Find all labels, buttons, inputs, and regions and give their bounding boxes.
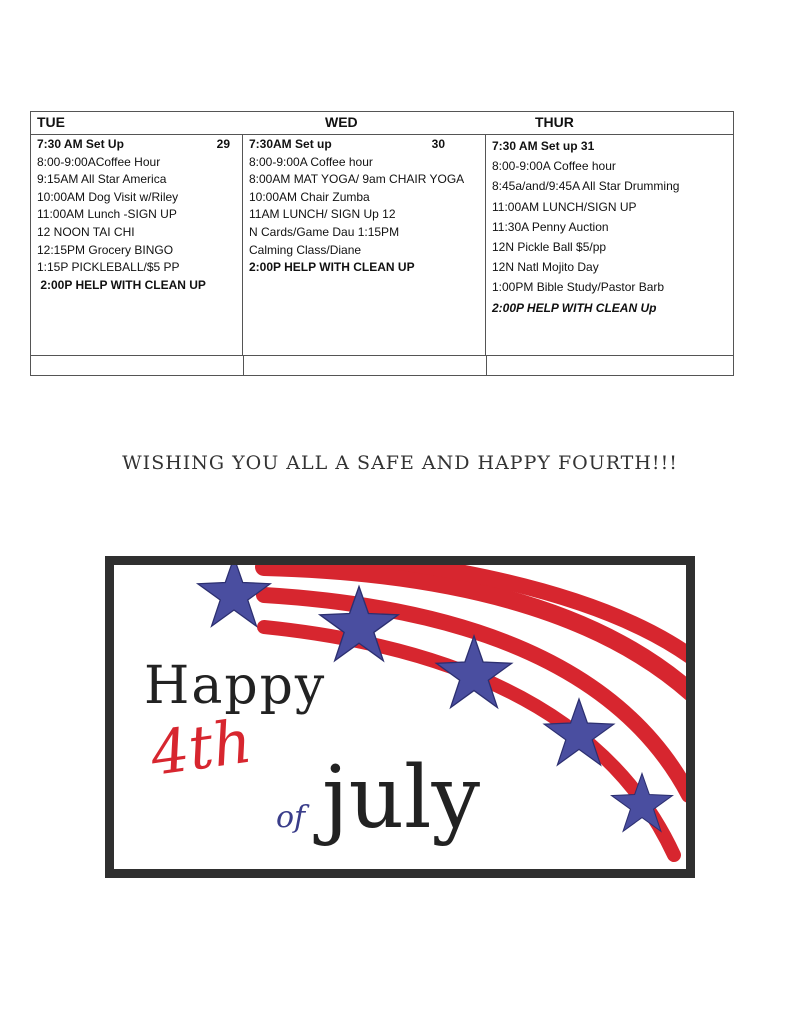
list-item: 1:15P PICKLEBALL/$5 PP: [37, 260, 180, 275]
empty-cell: [243, 356, 487, 376]
banner-art: [114, 565, 686, 869]
schedule-header-row: [31, 112, 733, 135]
list-item: 12N Pickle Ball $5/pp: [492, 240, 607, 255]
list-item: 8:00-9:00A Coffee hour: [249, 154, 373, 169]
list-item: 8:00AM MAT YOGA/ 9am CHAIR YOGA: [249, 172, 465, 187]
happy-4th-banner: [105, 556, 695, 878]
banner-july: july: [322, 748, 481, 848]
schedule-table: [30, 111, 734, 376]
thur-column: [486, 134, 733, 355]
wed-title-text: 7:30AM Set up: [249, 137, 332, 151]
list-item: 12:15PM Grocery BINGO: [37, 242, 174, 257]
list-item: 11:00AM Lunch -SIGN UP: [37, 207, 177, 222]
wed-day-number: 30: [431, 137, 445, 151]
tue-title-text: 7:30 AM Set Up: [37, 137, 124, 151]
list-item: 8:00-9:00ACoffee Hour: [37, 154, 161, 169]
header-thur: THUR: [535, 114, 574, 130]
empty-cell: [31, 356, 244, 376]
list-item: 8:45a/and/9:45A All Star Drumming: [492, 179, 680, 194]
header-wed: WED: [325, 114, 358, 130]
banner-happy: Happy: [144, 656, 327, 716]
list-item: 10:00AM Dog Visit w/Riley: [37, 189, 179, 204]
holiday-message: WISHING YOU ALL A SAFE AND HAPPY FOURTH!!!: [122, 452, 678, 474]
thur-closing: 2:00P HELP WITH CLEAN Up: [492, 300, 657, 315]
list-item: N Cards/Game Dau 1:15PM: [249, 224, 400, 239]
header-tue: TUE: [37, 114, 65, 130]
wed-closing: 2:00P HELP WITH CLEAN UP: [249, 260, 415, 275]
list-item: 11AM LUNCH/ SIGN Up 12: [249, 207, 396, 222]
wed-column: [243, 134, 486, 355]
list-item: Calming Class/Diane: [249, 242, 362, 257]
list-item: 11:00AM LUNCH/SIGN UP: [492, 199, 637, 214]
schedule-empty-row: [31, 355, 733, 376]
wed-title: [249, 136, 479, 154]
tue-column: [31, 134, 243, 355]
banner-of: of: [276, 800, 306, 835]
tue-closing: 2:00P HELP WITH CLEAN UP: [37, 277, 206, 292]
tue-day-number: 29: [216, 137, 230, 151]
list-item: 9:15AM All Star America: [37, 172, 167, 187]
list-item: 12N Natl Mojito Day: [492, 260, 599, 275]
banner-4th: 4th: [146, 706, 257, 790]
banner-inner: [114, 565, 686, 869]
list-item: 10:00AM Chair Zumba: [249, 189, 370, 204]
list-item: 1:00PM Bible Study/Pastor Barb: [492, 280, 665, 295]
list-item: 8:00-9:00A Coffee hour: [492, 159, 616, 174]
tue-title: [37, 136, 236, 154]
list-item: 12 NOON TAI CHI: [37, 224, 135, 239]
list-item: 11:30A Penny Auction: [492, 219, 609, 234]
thur-title: 7:30 AM Set up 31: [492, 139, 595, 153]
